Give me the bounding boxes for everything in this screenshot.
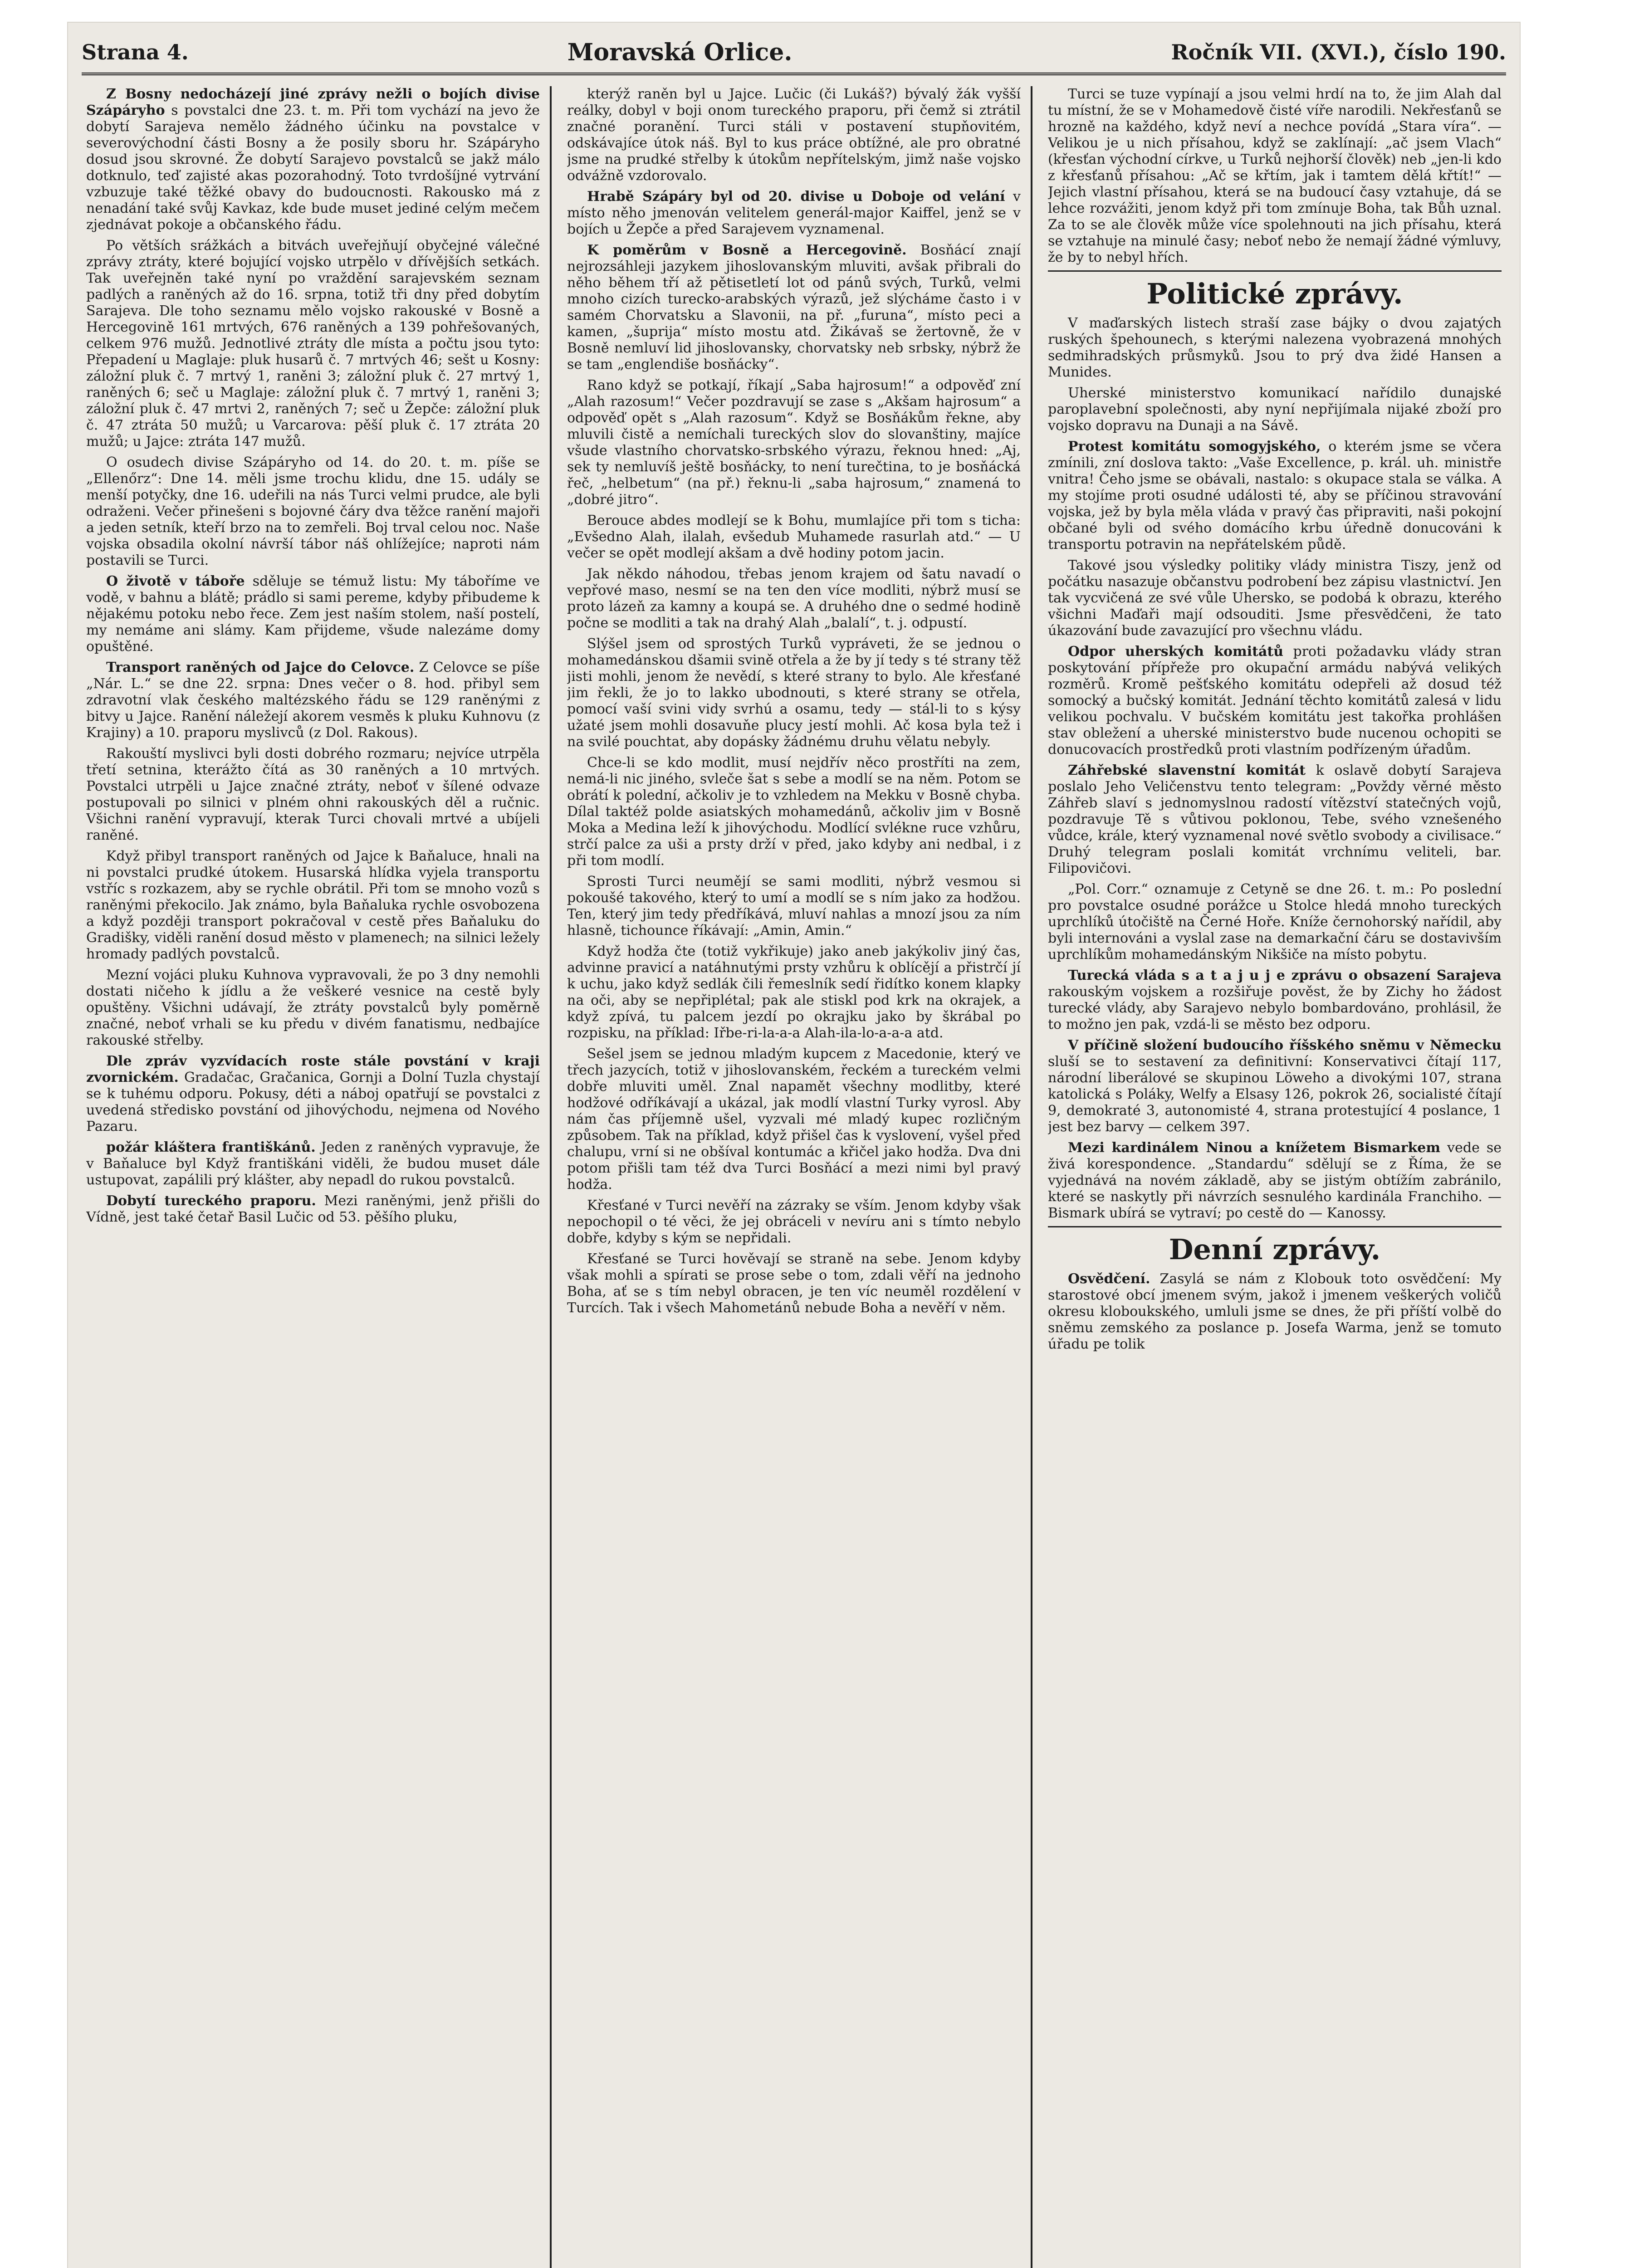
section-title-political: Politické zprávy. bbox=[1146, 277, 1403, 310]
body-text: s povstalci dne 23. t. m. Při tom vychází na jevo že dobytí Sarajeva nemělo žádného účinku na povstalce v severovýchodní části Bosny a že posily sboru hr. Szápáryho dosud jsou skrovné. Že dobytí Sarajevo povstalců se jakž málo dotknulo, teď zajisté akas pozorahodný. Toto tvrdošíjné vytrvání vzbuzuje také těžké obavy do budoucnosti. Rakousko má z nenadání také svůj Kavkaz, kde bude muset jediné celým mečem zjednávat pokoje a občanského řádu. bbox=[86, 103, 540, 233]
newspaper-page bbox=[68, 23, 1520, 2268]
issue-info: Ročník VII. (XVI.), číslo 190. bbox=[1171, 40, 1506, 64]
article-paragraph: Křesťané se Turci hověvají se straně na sebe. Jenom kdyby však mohli a spírati se prose sebe o tom, zdali věří na jednoho Boha, ať se s tím nebyl obracen, je ten víc neuměl rozdělení v Turcích. Tak i všech Mahometánů nebude Boha a nevěří v něm. bbox=[567, 1251, 1021, 1316]
article-paragraph bbox=[1048, 1037, 1502, 1135]
lead-text: O životě v táboře bbox=[106, 573, 245, 589]
article-paragraph bbox=[567, 189, 1021, 238]
article-paragraph: Berouce abdes modlejí se k Bohu, mumlajíce při tom s ticha: „Evšedno Alah, ilalah, evšedub Muhamede rasurlah atd.“ — U večer se opět modlejí akšam a dvě hodiny potom jacin. bbox=[567, 513, 1021, 561]
column-1 bbox=[86, 86, 540, 2268]
body-text: v místo něho jmenován velitelem generál-major Kaiffel, jenž se v bojích u Žepče a před Sarajevem vyznamenal. bbox=[567, 189, 1021, 237]
article-paragraph bbox=[86, 660, 540, 741]
body-text: rakouským vojskem a rozšiřuje pověst, že by Zichy ho žádost turecké vlády, aby Sarajevo nebylo bombardováno, prohlásil, že to možno jen pak, vzdá-li se město bez odporu. bbox=[1048, 984, 1502, 1032]
lead-text: Osvědčení. bbox=[1068, 1271, 1150, 1287]
body-text: Bosňácí znají nejrozsáhleji jazykem jihoslovanským mluviti, avšak přibrali do něho během tří až pětisetletí lot od pánů svých, Turků, velmi mnoho cizích turecko-arabských výrazů, jež slýcháme často i v samém Chorvatsku a Slavonii, na př. „furuna“, místo peci a kamen, „šuprija“ místo mostu atd. Žikávaš se žertovně, že v Bosně nemluví lid jihoslovansky, chorvatsky neb srbsky, nýbrž že se tam „englendiše bosňácky“. bbox=[567, 242, 1021, 372]
article-paragraph: Slýšel jsem od sprostých Turků vypráveti, že se jednou o mohamedánskou dšamii svině otřela a že by jí tedy s té strany těž jisti mohli, jenom že nevědí, s které strany to bylo. Ale křesťané jim řekli, že jo to lakko ubodnouti, s které strany se otřela, pomocí vaší svini vidy svrhú a osamu, tedy — stál-li to s kýsy užaté jsem mohli dosavuňe plucy jestí mohli. Ač kosa byla tež i na svilé pouchtat, aby dopásky žádnému druhu vělatu nebyly. bbox=[567, 636, 1021, 750]
body-text: Gradačac, Gračanica, Gornji a Dolní Tuzla chystají se k tuhému odporu. Pokusy, déti a náboj opatřují se povstalci z uvedená středisko povstání od jihovýchodu, nejmena od Nového Pazaru. bbox=[86, 1070, 540, 1134]
article-paragraph bbox=[1048, 1271, 1502, 1353]
masthead-title: Moravská Orlice. bbox=[567, 38, 793, 66]
lead-text: Turecká vláda s a t a j u j e zprávu o obsazení Sarajeva bbox=[1068, 968, 1502, 983]
body-text: Z Celovce se píše „Nár. L.“ se dne 22. srpna: Dnes večer o 8. hod. přibyl sem zdravotní vlak českého maltézského řádu se 129 raněnými z bitvy u Jajce. Ranění náležejí akorem vesměs k pluku Kuhnovu (z Krajiny) a 10. praporu myslivců (z Dol. Rakous). bbox=[86, 660, 540, 741]
body-text: vede se živá korespondence. „Standardu“ sdělují se z Říma, že se vyjednává na novém základě, aby se jistým obtížím zabránilo, které se naskytly při návrzích sesnulého kardinála Franchiho. — Bismark ubírá se vytraví; po cestě do — Kanossy. bbox=[1048, 1140, 1502, 1221]
article-paragraph: Rakouští myslivci byli dosti dobrého rozmaru; nejvíce utrpěla třetí setnina, kterážto čítá as 30 raněných a 10 mrtvých. Povstalci utrpěli u Jajce značné ztráty, neboť v šílené odvaze postupovali po silnici v plném ohni rakouských děl a ručnic. Všichni ranění vypravují, kterak Turci chovali mrtvé a ubíjeli raněné. bbox=[86, 746, 540, 843]
body-text: Mezi raněnými, jenž přišli do Vídně, jest také četař Basil Lučic od 53. pěšího pluku, bbox=[86, 1193, 540, 1225]
article-paragraph: O osudech divise Szápáryho od 14. do 20. t. m. píše se „Ellenőrz“: Dne 14. měli jsme trochu klidu, dne 15. udály se menší potyčky, dne 16. udeřili na nás Turci velmi prudce, ale byli odraženi. Večer přinešeni s bojovné čáry dva těžce ranění majoři a jeden setník, kteří brzo na to zemřeli. Boj trval celou noc. Naše vojska obsadila okolní návrší tábor náš ohlížejíce; naproti nám postavili se Turci. bbox=[86, 455, 540, 568]
article-paragraph: Takové jsou výsledky politiky vlády ministra Tiszy, jenž od počátku nasazuje občanstvu podrobení bez zápisu vlastnictví. Jen tak vycvičená ze své vůle Uhersko, se podobá k obrazu, kterého všichni Maďaři mají odsouditi. Jsme přesvědčeni, že tato úkazování bude zavazující pro všechnu vládu. bbox=[1048, 557, 1502, 639]
column-separator bbox=[550, 86, 552, 2268]
article-paragraph: Uherské ministerstvo komunikací nařídilo dunajské paroplavební společnosti, aby nyní nepřijímala nijaké zboží pro vojsko dopravu na Dunaji a na Sávě. bbox=[1048, 385, 1502, 434]
article-paragraph: Chce-li se kdo modlit, musí nejdřív něco prostříti na zem, nemá-li nic jiného, svleče šat s sebe a modlí se na něm. Potom se obrátí k polední, ačkoliv je to vzhledem na Mekku v Bosně chyba. Dílal taktéž polde asiatských mohamedánů, ačkoliv jim v Bosně Moka a Medina leží k jihovýchodu. Modlící svlékne ruce vzhůru, strčí palce za uši a prsty drží v před, jako kdyby ani nedbal, i z při tom modlí. bbox=[567, 755, 1021, 869]
body-text: proti požadavku vlády stran poskytování přípřeže pro okupační armádu nabývá velikých rozměrů. Kromě pešťského komitátu odepřeli až dosud též somocký a bučský komitát. Jednání těchto komitátů zalesá v lidu velikou pochvalu. V bučském komitátu jest takořka prohlášen stav obležení a uherské ministerstvo bude nucenou ochopiti se donucovacích prostředků proti vlastním podřízeným úřadům. bbox=[1048, 644, 1502, 758]
body-text: Jeden z raněných vypravuje, že v Baňaluce byl Když františkáni viděli, že budou muset dále ustupovat, zapálili prý klášter, aby nepadl do rukou povstalců. bbox=[86, 1139, 540, 1188]
body-text: sluší se to sestavení za definitivní: Konservativci čítají 117, národní liberálové se skupinou Löweho a divokými 107, strana katolická s Poláky, Welfy a Elsasy 126, pokrok 26, socialisté čítají 9, demokraté 3, autonomisté 4, strana protestující 4 poslance, 1 jest bez barvy — celkem 397. bbox=[1048, 1054, 1502, 1135]
lead-text: Hrabě Szápáry byl od 20. divise u Doboje od velání bbox=[587, 189, 1005, 205]
article-paragraph bbox=[567, 242, 1021, 373]
lead-text: Z Bosny nedocházejí jiné zprávy nežli o bojích divise Szápáryho bbox=[86, 86, 540, 118]
article-paragraph: Po větších srážkách a bitvách uveřejňují obyčejné válečné zprávy ztráty, které bojující vojsko utrpělo v dřívějších setkách. Tak uveřejněn také nyní po vraždění sarajevském seznam padlých a raněných až do 16. srpna, totiž tři dny před dobytím Sarajeva. Dle toho seznamu mělo vojsko rakouské v Bosně a Hercegovině 161 mrtvých, 676 raněných a 139 pohřešovaných, celkem 976 mužů. Jednotlivé ztráty dle místa a počtu jsou tyto: Přepadení u Maglaje: pluk husarů č. 7 mrtvých 46; sešt u Kosny: záložní pluk č. 7 mrtvý 1, raněni 3; záložní pluk č. 27 mrtvý 1, raněných 6; seč u Maglaje: záložní pluk č. 7 mrtvý 1, raněni 3; záložní pluk č. 47 mrtvi 2, raněných 7; seč u Žepče: záložní pluk č. 47 ztráta 50 mužů; u Varcarova: pěší pluk č. 17 ztráta 20 mužů; u Jajce: ztráta 147 mužů. bbox=[86, 238, 540, 450]
section-rule bbox=[1048, 1226, 1502, 1227]
article-paragraph bbox=[86, 573, 540, 655]
column-separator bbox=[1031, 86, 1032, 2268]
lead-text: Záhřebské slavenstní komitát bbox=[1068, 763, 1306, 778]
lead-text: V příčině složení budoucího říšského sněmu v Německu bbox=[1068, 1037, 1502, 1053]
column-2 bbox=[567, 86, 1021, 2268]
body-text: k oslavě dobytí Sarajeva poslalo Jeho Veličenstvu tento telegram: „Povždy věrné město Záhřeb slaví s jednomyslnou radostí vítězství statečných vojů, pozdravuje Tě s vůtivou poklonou, Tebe, svého vznešeného vůdce, krále, který vyznamenal nové světlo svobody a civilisace.“ Druhý telegram poslali komitát vrchnímu veliteli, bar. Filipovičovi. bbox=[1048, 763, 1502, 876]
page-header bbox=[82, 32, 1506, 75]
section-title-daily: Denní zprávy. bbox=[1169, 1233, 1381, 1266]
page-number: Strana 4. bbox=[82, 40, 189, 64]
article-paragraph: Když přibyl transport raněných od Jajce k Baňaluce, hnali na ni povstalci prudké útokem. Husarská hlídka vyjela transportu vstříc s rozkazem, aby se rychle obrátil. Při tom se mnoho vozů s raněnými překocilo. Jak známo, byla Baňaluka rychle osvobozena a když později transport pokračoval v cestě přes Baňaluku do Gradišky, viděli ranění dosud město v plamenech; na silnici ležely hromady padlých povstalců. bbox=[86, 848, 540, 962]
column-3 bbox=[1048, 86, 1502, 2268]
article-paragraph: Křesťané v Turci nevěří na zázraky se vším. Jenom kdyby však nepochopil o té věci, že jej obráceli v nevíru ani s tímto nebylo dobře, kdyby s kým se nepřidali. bbox=[567, 1198, 1021, 1246]
article-paragraph: Rano když se potkají, říkají „Saba hajrosum!“ a odpověď zní „Alah razosum!“ Večer pozdravují se zase s „Akšam hajrosum“ a odpověď opět s „Alah razosum“. Když se Bosňákům řekne, aby mluvili čistě a nemíchali tureckých slov do slovanštiny, majíce všude vlastního chorvatsko-srbského výrazu, řeknou hned: „Aj, sek ty nemluvíš ještě bosňácky, to není turečtina, to je bosňácká řeč, „helbetum“ (na př.) řeknu-li „saba hajrosum,“ znamená to „dobré jitro“. bbox=[567, 377, 1021, 508]
lead-text: Dle zpráv vyzvídacích roste stále povstání v kraji zvornickém. bbox=[86, 1053, 540, 1085]
article-paragraph bbox=[86, 86, 540, 233]
body-text: sděluje se témuž listu: My táboříme ve vodě, v bahnu a blátě; prádlo si sami pereme, kdyby přibudeme k nějakému potoku nebo řece. Zem jest naším stolem, naší postelí, my nemáme ani slámy. Kam přijdeme, všude nalezáme domy opuštěné. bbox=[86, 573, 540, 655]
article-paragraph: Sprosti Turci neumějí se sami modliti, nýbrž vesmou si pokoušé takového, který to umí a modlí se s ním jako za hodžou. Ten, který jim tedy předříkává, mluví nahlas a mnozí jsou za ním hlasně, tichounce říkávají: „Amin, Amin.“ bbox=[567, 874, 1021, 938]
article-paragraph bbox=[1048, 644, 1502, 758]
lead-text: K poměrům v Bosně a Hercegovině. bbox=[587, 242, 907, 258]
article-paragraph: V maďarských listech straší zase bájky o dvou zajatých ruských špehounech, s kterými nalezena vyobrazená mnohých sedmihradských průsmyků. Jsou to prý dva židé Hansen a Munides. bbox=[1048, 315, 1502, 380]
section-rule bbox=[1048, 270, 1502, 272]
article-paragraph bbox=[86, 1053, 540, 1135]
lead-text: Mezi kardinálem Ninou a knížetem Bismarkem bbox=[1068, 1140, 1441, 1156]
article-paragraph: Turci se tuze vypínají a jsou velmi hrdí na to, že jim Alah dal tu místní, že se v Mohamedově čisté víře narodili. Nekřesťanů se hrozně na každého, když neví a nechce povídá „Stara víra“. — Velikou je u nich přísahou, když se zaklínají: „ač jsem Vlach“ (křesťan východní církve, u Turků nejhorší člověk) neb „jen-li kdo z křesťanů přísahou: „Ač se křtím, jak i tamtem dělá křtít!“ — Jejich vlastní přísahou, která se na budoucí časy vztahuje, dá se lehce rozvážiti, jenom když při tom zmínuje Boha, tak Bůh uznal. Za to se ale člověk může více spolehnouti na jich přísahu, která se vztahuje na minulé časy; neboť nebo že nemají žádné výmluvy, že by to nebyl hřích. bbox=[1048, 86, 1502, 265]
article-paragraph bbox=[1048, 763, 1502, 877]
article-paragraph bbox=[86, 1139, 540, 1188]
lead-text: Dobytí tureckého praporu. bbox=[106, 1193, 316, 1209]
article-paragraph: Když hodža čte (totiž vykřikuje) jako aneb jakýkoliv jiný čas, advinne pravicí a natáhnutými prsty vzhůru k oblícějí a přistrčí jí k uchu, jako když sedlák čili řemeslník sedí řidítko konem klapky na oči, aby se nepřiplétal; pak ale stiskl pod krk na okrajek, a když zpívá, tu palcem jezdí po okrajku jako by škrábal po rozpisku, na příklad: Iřbe-ri-la-a-a Alah-ila-lo-a-a-a atd. bbox=[567, 943, 1021, 1041]
article-paragraph: Mezní vojáci pluku Kuhnova vypravovali, že po 3 dny nemohli dostati ničeho k jídlu a že veškeré vesnice na cestě byly opuštěny. Všichni udávají, že ztráty povstalců byly poměrně značné, neboť vrhali se ku předu v divém fanatismu, nedbajíce rakouské střelby. bbox=[86, 967, 540, 1048]
lead-text: Transport raněných od Jajce do Celovce. bbox=[106, 660, 415, 675]
article-paragraph bbox=[1048, 968, 1502, 1033]
lead-text: Protest komitátu somogyjského, bbox=[1068, 439, 1321, 455]
article-paragraph: kterýž raněn byl u Jajce. Lučic (či Lukáš?) bývalý žák vyšší reálky, dobyl v boji onom tureckého praporu, při čemž si ztrátil značné poranění. Turci stáli v postavení stupňovitém, odskávajíce útok náš. Byl to kus práce obtížné, ale pro obratné jsme na prudké střelby k útokům nepřítelským, jimž naše vojsko odvážně vzdorovalo. bbox=[567, 86, 1021, 184]
lead-text: Odpor uherských komitátů bbox=[1068, 644, 1284, 660]
lead-text: požár kláštera františkánů. bbox=[106, 1139, 316, 1155]
article-paragraph bbox=[86, 1193, 540, 1226]
article-paragraph bbox=[1048, 439, 1502, 553]
body-text: o kterém jsme se včera zmínili, zní doslova takto: „Vaše Excellence, p. král. uh. ministře vnitra! Čeho jsme se obávali, nastalo: s okupace stala se válka. A my stojíme proti osudné události té, aby se příčinou stravování vojska, jež by byla měla vláda v pravý čas připraviti, naši pokojní občané byli od svého domácího krbu úředně donucováni k transportu potravin na nepřátelském půdě. bbox=[1048, 439, 1502, 552]
article-paragraph bbox=[1048, 1140, 1502, 1222]
body-text: Zasylá se nám z Klobouk toto osvědčení: My starostové obcí jmenem svým, jakož i jmenem veškerých voličů okresu kloboukského, umluli jsme se dnes, že při příští volbě do sněmu zemského za poslance p. Josefa Warma, jenž se tomuto úřadu pe tolik bbox=[1048, 1271, 1502, 1352]
article-paragraph: Sešel jsem se jednou mladým kupcem z Macedonie, který ve třech jazycích, totiž v jihoslovanském, řeckém a tureckém velmi dobře mluviti uměl. Znal napamět všechny modlitby, které hodžové odříkávají a ukázal, jak modlí vlastní Turky vyrosl. Aby nám čas příjemně ušel, vyzvali mé mladý kupec rozličným způsobem. Tak na příklad, když přišel čas k vyslovení, vyšel před chalupu, vrní si ne obšíval kontumác a křičel jako hodža. Dva dni potom přišli tam též dva Turci Bosňácí a mezi nimi byl pravý hodža. bbox=[567, 1046, 1021, 1193]
article-paragraph: „Pol. Corr.“ oznamuje z Cetyně se dne 26. t. m.: Po poslední pro povstalce osudné porážce u Stolce hledá mnoho tureckých uprchlíků útočiště na Černé Hoře. Kníže černohorský nařídil, aby byli internováni a vyslal zase na demarkační čáru se dostavivším uprchlíkům mohamedánským Nikšiče na místo pobytu. bbox=[1048, 881, 1502, 963]
article-paragraph: Jak někdo náhodou, třebas jenom krajem od šatu navadí o vepřové maso, nesmí se na ten den více modliti, nýbrž musí se proto lázeň za kamny a koupá se. A druhého dne o sedmé hodině počne se modliti a tak na drahý Alah „balalí“, t. j. odpustí. bbox=[567, 566, 1021, 631]
